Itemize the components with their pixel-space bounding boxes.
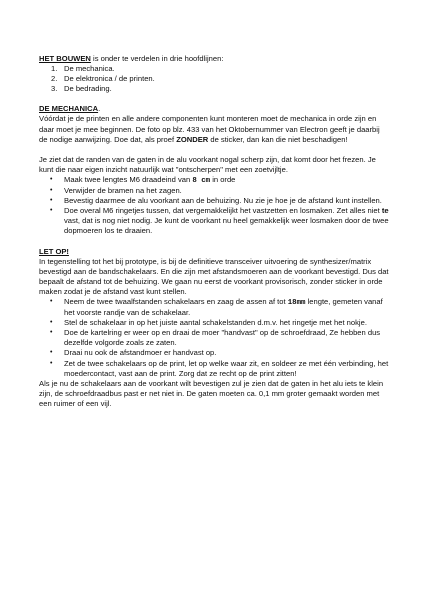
list-item: • Stel de schakelaar in op het juiste aantal schakelstanden d.m.v. het ringetje met het nokje.	[50, 318, 367, 328]
bullet-icon: •	[50, 187, 53, 195]
section-heading-het-bouwen: HET BOUWEN	[39, 54, 91, 63]
list-item: • Neem de twee twaalfstanden schakelaars en zaag de assen af tot 18mm lengte, gemeten vanaf het voorste randje van de schakelaar.	[50, 296, 383, 318]
bullet-icon: •	[50, 175, 53, 183]
list-item: 1. De mechanica.	[51, 64, 115, 74]
mechanica-steps-list	[39, 175, 389, 237]
list-item: • Doe overal M6 ringetjes tussen, dat vergemakkelijkt het vastzetten en losmaken. Zet alles niet te vast, dat is nog niet nodig. Je kunt de voorkant nu heel gemakkelijk weer losmaken door de twee dopmoeren los te draaien.	[50, 206, 389, 236]
list-item: • Maak twee lengtes M6 draadeind van 8 cm in orde	[50, 174, 236, 185]
bullet-icon: •	[50, 359, 53, 367]
main-lines-list	[39, 64, 389, 94]
list-item: 2. De elektronica / de printen.	[51, 74, 155, 84]
bullet-icon: •	[50, 349, 53, 357]
bullet-icon: •	[50, 207, 53, 215]
section-heading-mechanica-line: DE MECHANICA.	[39, 104, 101, 114]
mechanica-paragraph-1: Vóórdat je de printen en alle andere componenten kunt monteren moet de mechanica in orde zijn en daar moet je mee beginnen. De foto op blz. 433 van het Oktobernummer van Electron geeft je daarbij de nodige aanwijzing. Doe dat, als proef ZONDER de sticker, dan kan die niet beschadigen!	[39, 114, 380, 144]
list-item: • Zet de twee schakelaars op de print, let op welke waar zit, en soldeer ze met één verbinding, het moedercontact, vast aan de print. Zorg dat ze recht op de print zitten!	[50, 358, 389, 378]
list-item: • Bevestig daarmee de alu voorkant aan de behuizing. Nu zie je hoe je de afstand kunt instellen.	[50, 196, 382, 206]
section-heading-let-op: LET OP!	[39, 246, 69, 256]
bullet-icon: •	[50, 197, 53, 205]
let-op-paragraph-2: Als je nu de schakelaars aan de voorkant wilt bevestigen zul je zien dat de gaten in het alu iets te klein zijn, de schroefdraadbus past er net niet in. De gaten moeten ca. 0,1 mm groter gemaakt worden met een ruimer of een vijl.	[39, 378, 384, 408]
bullet-icon: •	[50, 319, 53, 327]
list-item: • Verwijder de bramen na het zagen.	[50, 186, 182, 196]
list-item: 3. De bedrading.	[51, 84, 112, 94]
section-heading-mechanica: DE MECHANICA	[39, 104, 99, 114]
list-item: • Draai nu ook de afstandmoer er handvast op.	[50, 348, 217, 358]
mechanica-paragraph-2: Je ziet dat de randen van de gaten in de alu voorkant nogal scherp zijn, dat komt door het frezen. Je kunt die naar eigen inzicht natuurlijk wat "ontscherpen" met een zoetvijltje.	[39, 154, 376, 174]
section-heading-let-op-line	[39, 247, 389, 257]
document-content	[39, 54, 389, 409]
let-op-paragraph-1: In tegenstelling tot het bij prototype, is bij de definitieve transceiver uitvoering de synthesizer/matrix bevestigd aan de bandschakelaars. En die zijn met afstandsmoeren aan de voorkant bevestigd. Dus dat bepaalt de afstand tot de behuizing. We gaan nu eerst de voorkant provisorisch, zonder sticker in orde maken zodat je de afstand vast kunt stellen.	[39, 256, 389, 296]
let-op-steps-list	[39, 297, 389, 379]
bullet-icon: •	[50, 329, 53, 337]
list-item: • Doe de kartelring er weer op en draai de moer "handvast" op de schroefdraad, Ze hebben dus dezelfde volgorde zoals ze zaten.	[50, 328, 381, 348]
bullet-icon: •	[50, 297, 53, 305]
intro-paragraph: HET BOUWEN is onder te verdelen in drie hoofdlijnen:	[39, 54, 224, 63]
